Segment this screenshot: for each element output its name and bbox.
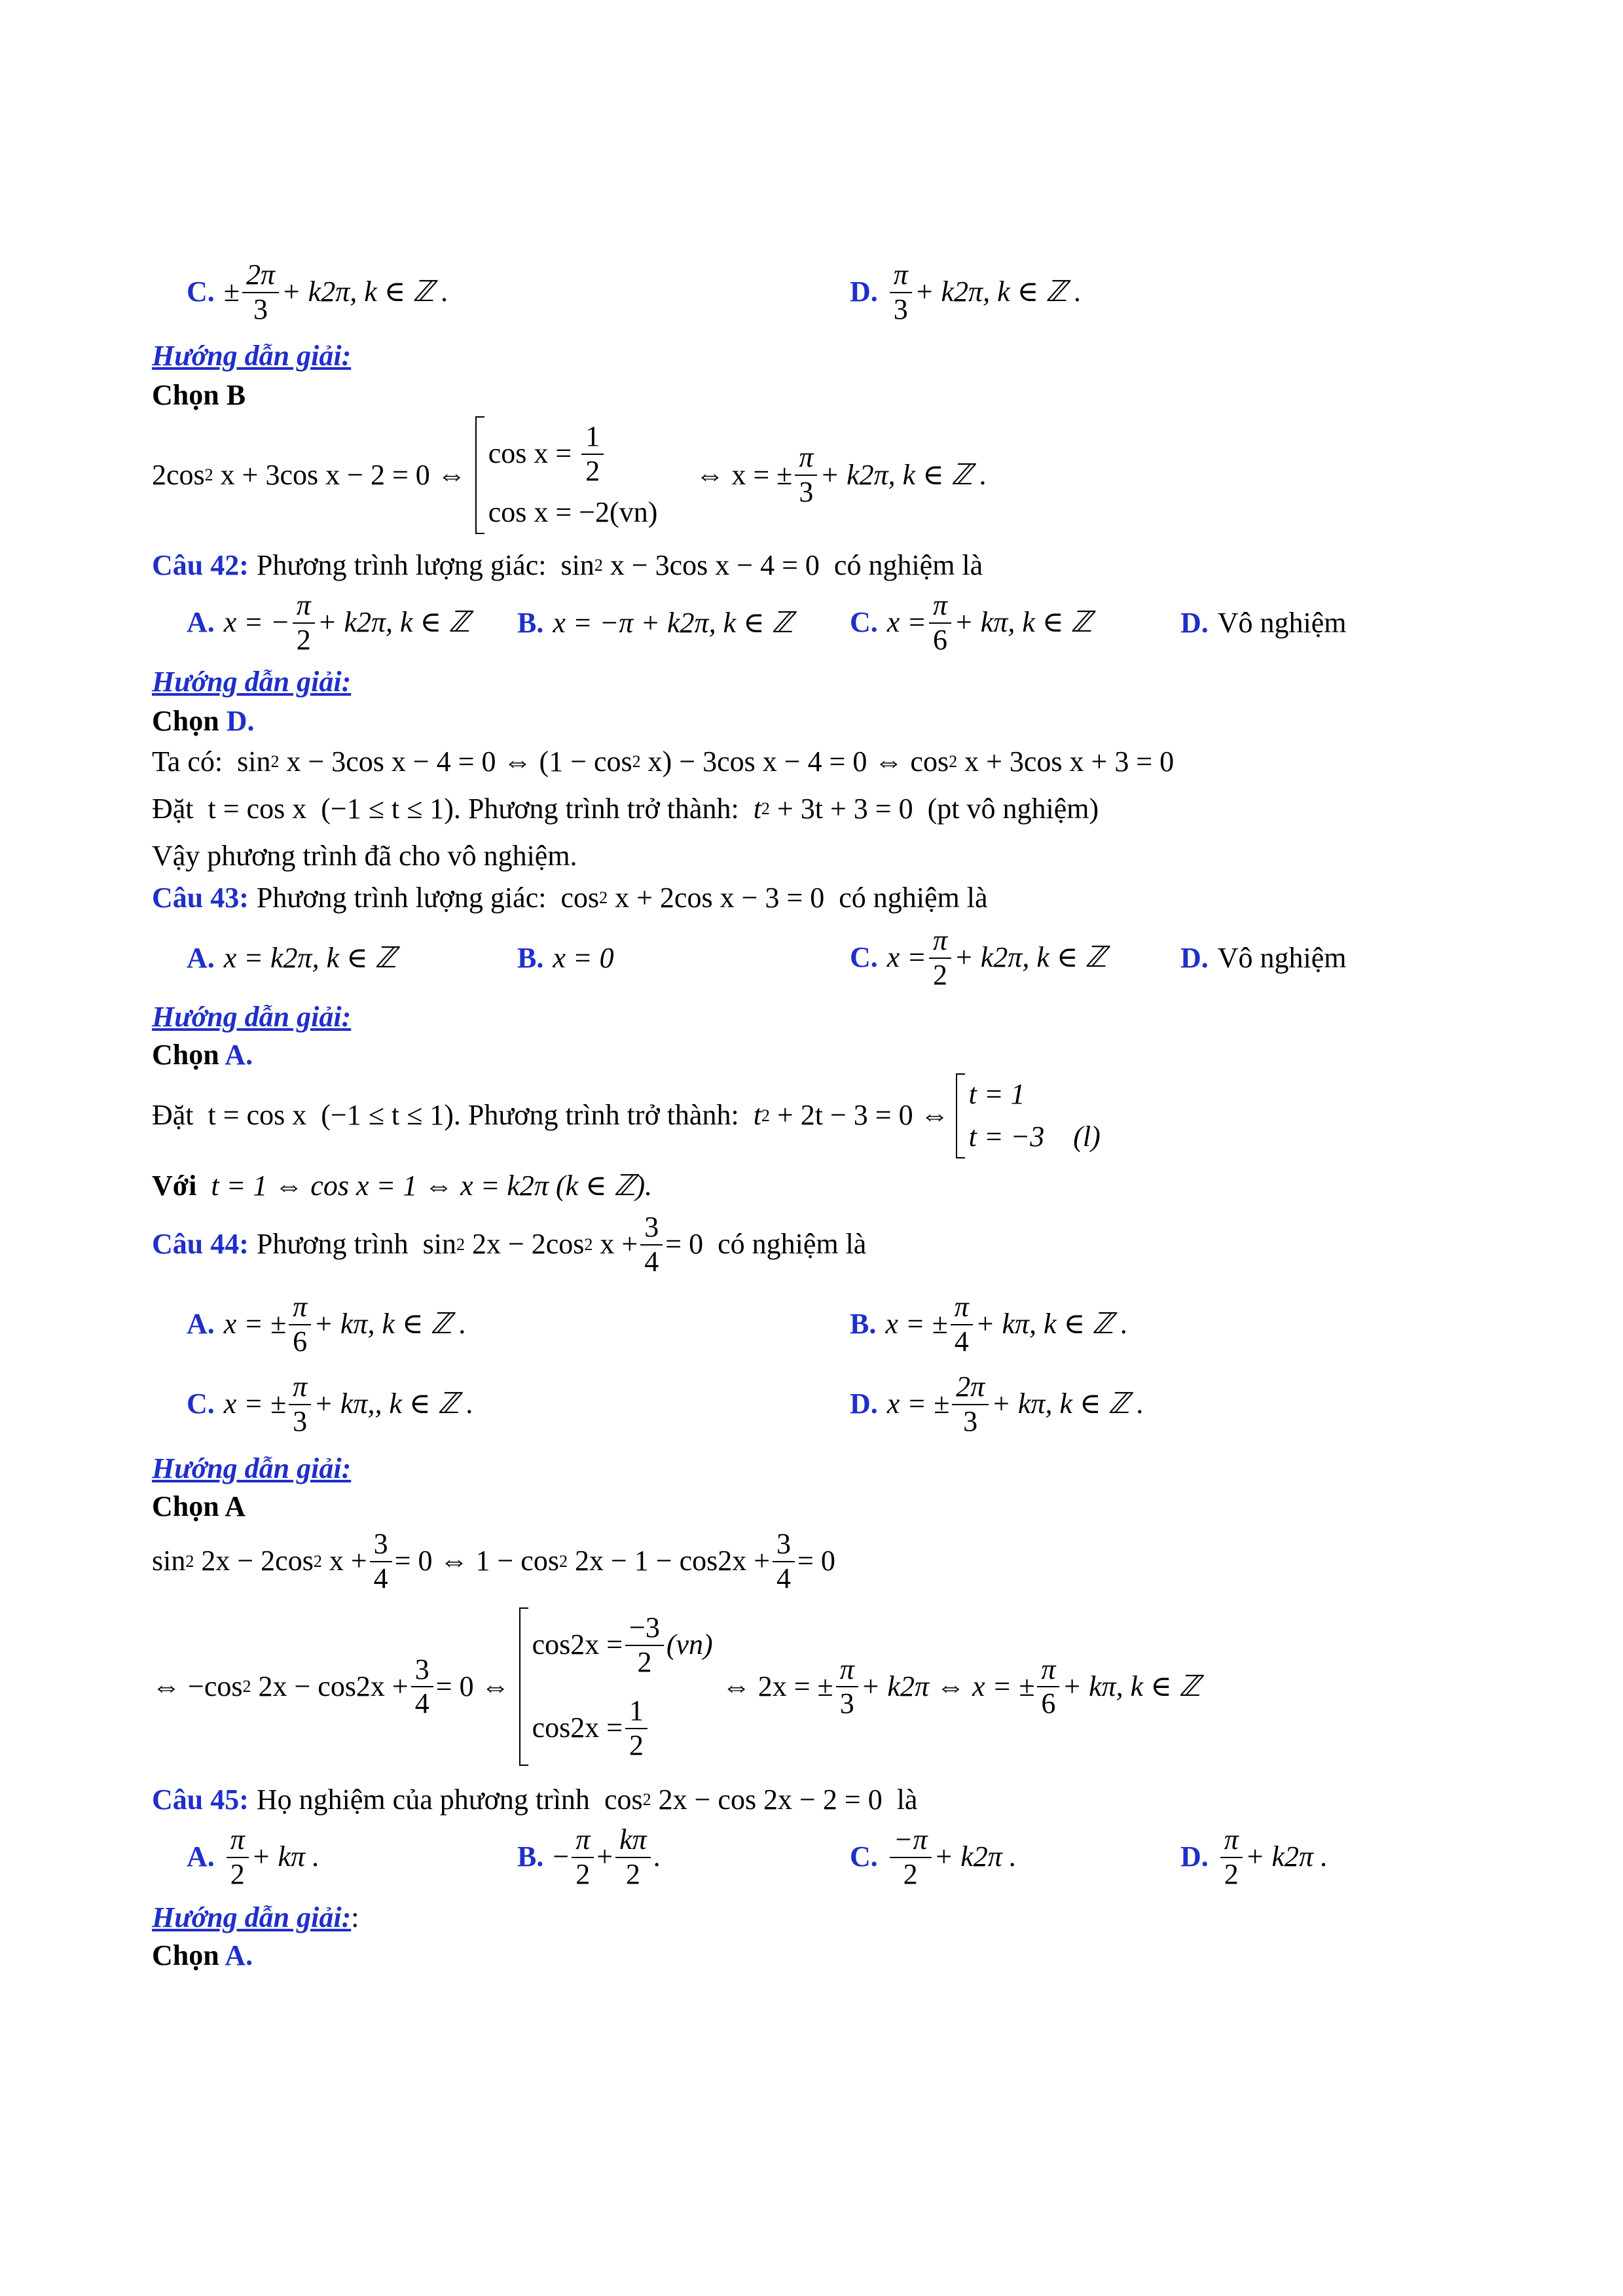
option-a: A. x = ± $\frac{\pi}{6}$ + kπ, k ∈ ℤ . — [187, 1291, 467, 1357]
question-45: Câu 45: Họ nghiệm của phương trình cos 2 2x − cos 2x − 2 = 0 là — [152, 1784, 918, 1816]
question-44: Câu 44: Phương trình sin 2 2x − 2cos 2 x + $\frac{3}{4}$ = 0 có nghiệm là — [152, 1211, 867, 1278]
option-d: D. Vô nghiệm — [1180, 607, 1347, 639]
option-c: C. $\frac{-\pi}{2}$ + k2π . — [850, 1823, 1017, 1890]
solution-line: Đặt t = cos x (−1 ≤ t ≤ 1) . Phương trình trở thành: t 2 + 3t + 3 = 0 (pt vô nghiệm) — [152, 793, 1099, 825]
case-system: cos2x = $\frac{-3}{2}$ (vn) cos2x = $\frac{1}{2}$ — [519, 1607, 713, 1766]
solution-line: Ta có: sin 2 x − 3cos x − 4 = 0 ⇔ (1 − cos 2 x) − 3cos x − 4 = 0 ⇔ cos 2 x + 3cos x + 3 = 0 — [152, 745, 1175, 778]
guide-heading: Hướng dẫn giải: — [152, 340, 352, 372]
option-d: D. $\frac{\pi}{2}$ + k2π . — [1180, 1823, 1328, 1890]
option-c: C. x = $\frac{\pi}{2}$ + k2π, k ∈ ℤ — [850, 924, 1107, 991]
solution-line: Đặt t = cos x (−1 ≤ t ≤ 1) . Phương trình trở thành: t 2 + 2t − 3 = 0 ⇔ t = 1 t = −3 (l) — [152, 1073, 1110, 1158]
option-d: D. Vô nghiệm — [1180, 942, 1347, 974]
solution-line: ⇔ −cos 2 2x − cos2x + $\frac{3}{4}$ = 0 ⇔ cos2x = $\frac{-3}{2}$ (vn) cos2x = $\frac{1}{2}$ ⇔ 2x = ± $\frac{\pi}{3}$ + k2π ⇔ x = ± $\frac{\pi}{6}$ + kπ, k ∈ ℤ — [152, 1607, 1201, 1766]
case-system: t = 1 t = −3 (l) — [956, 1073, 1101, 1158]
option-a: A. x = k2π, k ∈ ℤ — [187, 942, 397, 974]
option-c: C. ± $\frac{2\pi}{3}$ + k2π, k ∈ ℤ . — [187, 259, 449, 325]
chosen-answer: Chọn A. — [152, 1939, 253, 1971]
option-d: D. $\frac{\pi}{3}$ + k2π, k ∈ ℤ . — [850, 259, 1082, 325]
option-a: A. $\frac{\pi}{2}$ + kπ . — [187, 1823, 320, 1890]
option-a: A. x = − $\frac{\pi}{2}$ + k2π, k ∈ ℤ — [187, 589, 470, 656]
chosen-answer: Chọn A. — [152, 1039, 253, 1071]
case-system: cos x = $\frac{1}{2}$ cos x = −2(vn) — [475, 416, 658, 534]
chosen-answer: Chọn B — [152, 379, 246, 411]
option-c: C. x = $\frac{\pi}{6}$ + kπ, k ∈ ℤ — [850, 589, 1093, 656]
solution-line: sin 2 2x − 2cos 2 x + $\frac{3}{4}$ = 0 ⇔ 1 − cos 2 2x − 1 − cos2x + $\frac{3}{4}$ = 0 — [152, 1528, 835, 1594]
guide-heading: Hướng dẫn giải: — [152, 1452, 352, 1484]
question-43: Câu 43: Phương trình lượng giác: cos 2 x + 2cos x − 3 = 0 có nghiệm là — [152, 882, 988, 914]
guide-heading: Hướng dẫn giải: : — [152, 1901, 359, 1933]
option-b: B. x = 0 — [517, 942, 614, 974]
solution-line: 2cos 2 x + 3cos x − 2 = 0 ⇔ cos x = $\frac{1}{2}$ cos x = −2(vn) ⇔ x = ± $\frac{\pi}{3}$ + k2π, k ∈ ℤ . — [152, 416, 987, 534]
fraction: $\frac{2\pi}{3}$ — [242, 259, 279, 326]
solution-line: Vậy phương trình đã cho vô nghiệm. — [152, 840, 577, 872]
guide-heading: Hướng dẫn giải: — [152, 666, 352, 698]
option-label: C. — [187, 276, 215, 308]
guide-heading: Hướng dẫn giải: — [152, 1001, 352, 1033]
fraction: $\frac{\pi}{3}$ — [890, 259, 912, 326]
option-label: D. — [850, 276, 878, 308]
chosen-answer: Chọn D. — [152, 705, 255, 737]
option-b: B. x = ± $\frac{\pi}{4}$ + kπ, k ∈ ℤ . — [850, 1291, 1128, 1357]
option-b: B. − $\frac{\pi}{2}$ + $\frac{k\pi}{2}$ . — [517, 1823, 661, 1890]
option-b: B. x = −π + k2π, k ∈ ℤ — [517, 607, 793, 639]
option-d: D. x = ± $\frac{2\pi}{3}$ + kπ, k ∈ ℤ . — [850, 1371, 1144, 1437]
option-c: C. x = ± $\frac{\pi}{3}$ + kπ,, k ∈ ℤ . — [187, 1371, 474, 1437]
chosen-answer: Chọn A — [152, 1490, 246, 1522]
question-42: Câu 42: Phương trình lượng giác: sin 2 x − 3cos x − 4 = 0 có nghiệm là — [152, 549, 983, 581]
solution-line: Với t = 1 ⇔ cos x = 1 ⇔ x = k2π (k ∈ ℤ). — [152, 1170, 653, 1202]
